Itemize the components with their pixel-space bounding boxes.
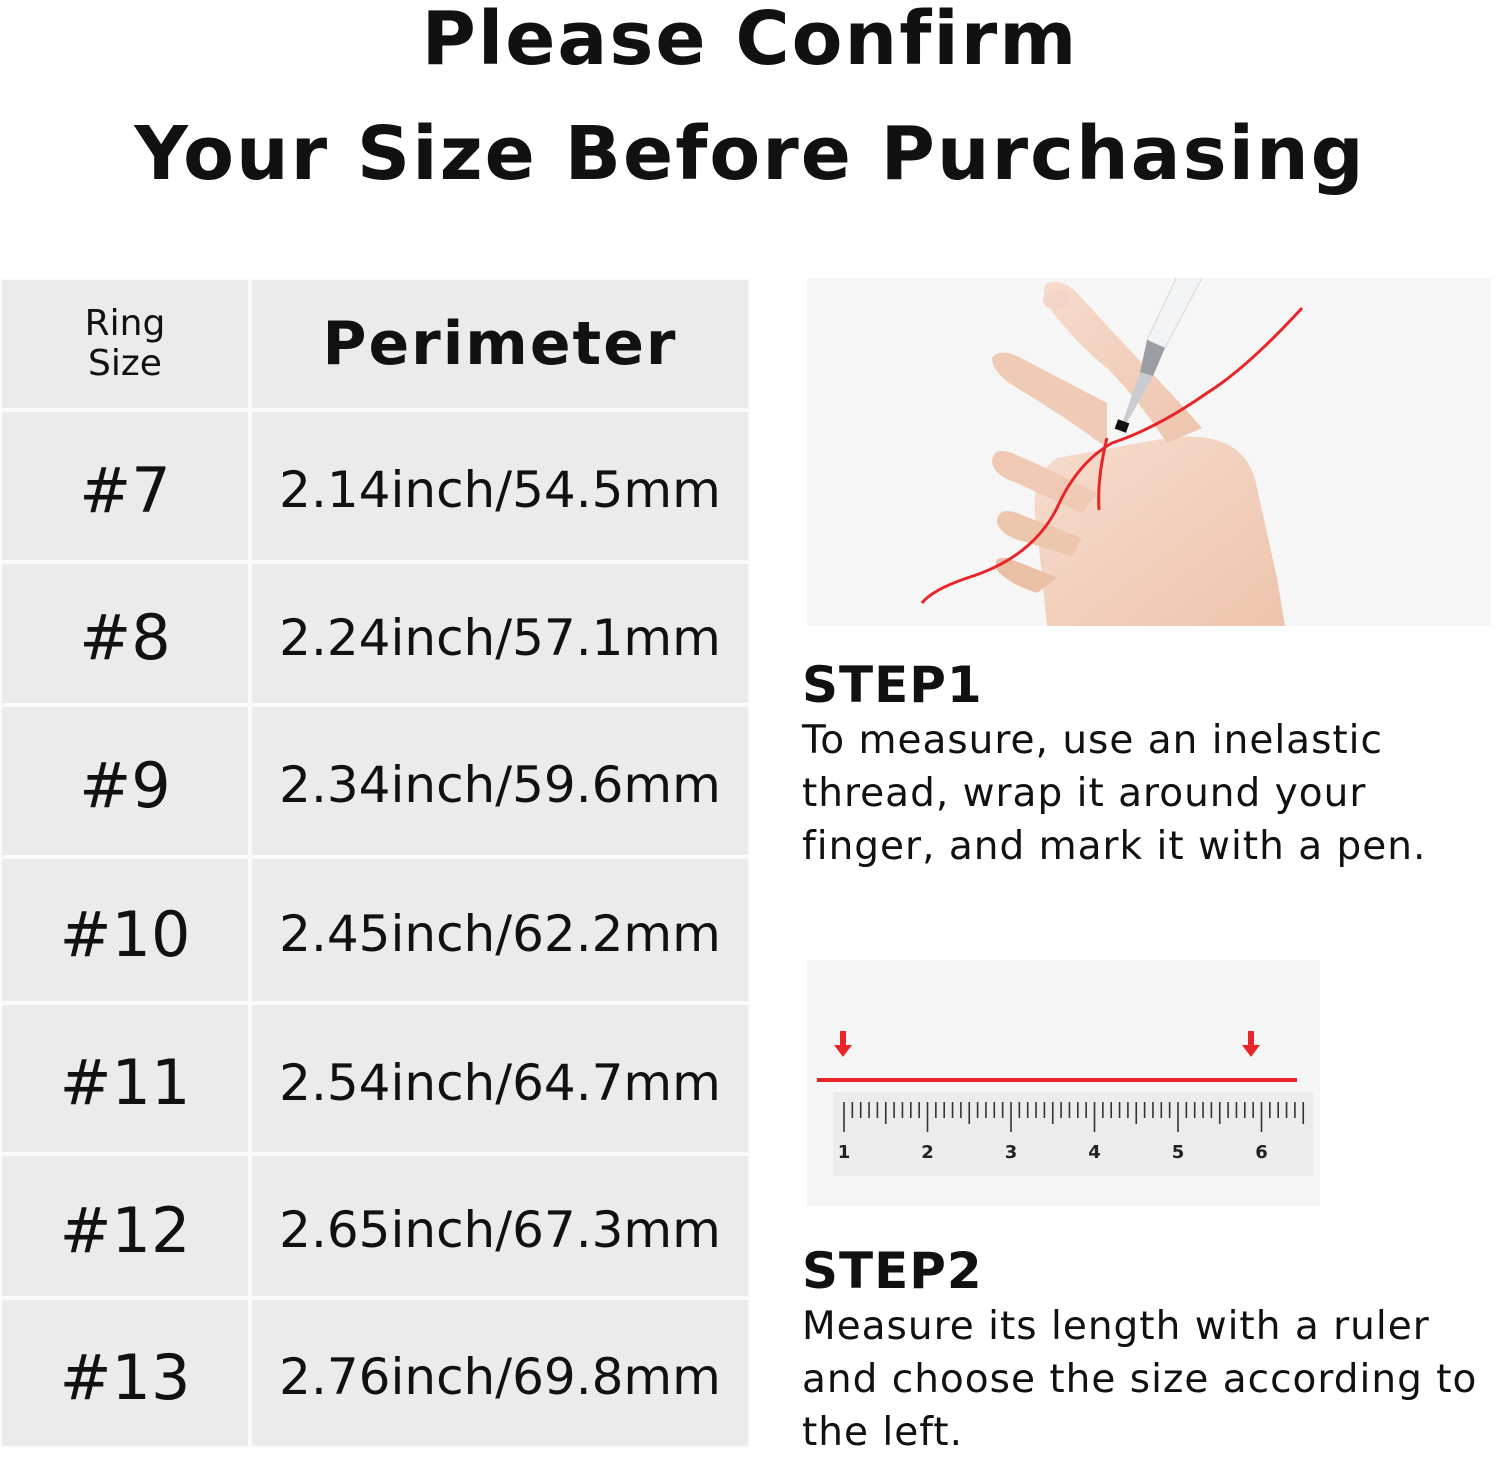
ruler-number: 1	[837, 1142, 851, 1163]
row-size-12: #12	[2, 1156, 248, 1296]
row-size-7: #7	[2, 412, 248, 560]
row-size-9: #9	[2, 707, 248, 855]
ruler-number: 4	[1088, 1142, 1101, 1163]
hand-measuring-photo	[807, 278, 1491, 626]
step2-description: Measure its length with a ruler and choose the size according to the left.	[802, 1304, 1478, 1455]
ruler-body	[833, 1092, 1313, 1176]
ruler-illustration	[807, 960, 1320, 1206]
row-size-13: #13	[2, 1300, 248, 1446]
ruler-number: 3	[1004, 1142, 1018, 1163]
step1-description: To measure, use an inelastic thread, wrap it around your finger, and mark it with a pen.	[802, 718, 1427, 869]
row-perimeter-13: 2.76inch/69.8mm	[252, 1300, 748, 1446]
header-perimeter: Perimeter	[252, 280, 748, 408]
row-size-8: #8	[2, 564, 248, 703]
ruler-number: 5	[1171, 1142, 1185, 1163]
row-perimeter-8: 2.24inch/57.1mm	[252, 564, 748, 703]
row-size-11: #11	[2, 1005, 248, 1152]
row-perimeter-12: 2.65inch/67.3mm	[252, 1156, 748, 1296]
step2-title: STEP2	[802, 1242, 983, 1300]
title-line-2: Your Size Before Purchasing	[134, 111, 1366, 197]
row-perimeter-9: 2.34inch/59.6mm	[252, 707, 748, 855]
row-perimeter-10: 2.45inch/62.2mm	[252, 859, 748, 1001]
header-ring-size: Ring Size	[2, 280, 248, 408]
ruler-number: 2	[921, 1142, 934, 1163]
ring-size-table	[0, 278, 750, 1448]
row-perimeter-11: 2.54inch/64.7mm	[252, 1005, 748, 1152]
right-arrow-icon	[1242, 1031, 1260, 1057]
row-perimeter-7: 2.14inch/54.5mm	[252, 412, 748, 560]
ruler-svg	[807, 960, 1320, 1206]
hand-illustration	[807, 278, 1491, 626]
left-arrow-icon	[834, 1031, 852, 1057]
row-size-10: #10	[2, 859, 248, 1001]
title-line-1: Please Confirm	[421, 0, 1079, 82]
ruler-number: 6	[1255, 1142, 1268, 1163]
step1-title: STEP1	[802, 656, 983, 714]
